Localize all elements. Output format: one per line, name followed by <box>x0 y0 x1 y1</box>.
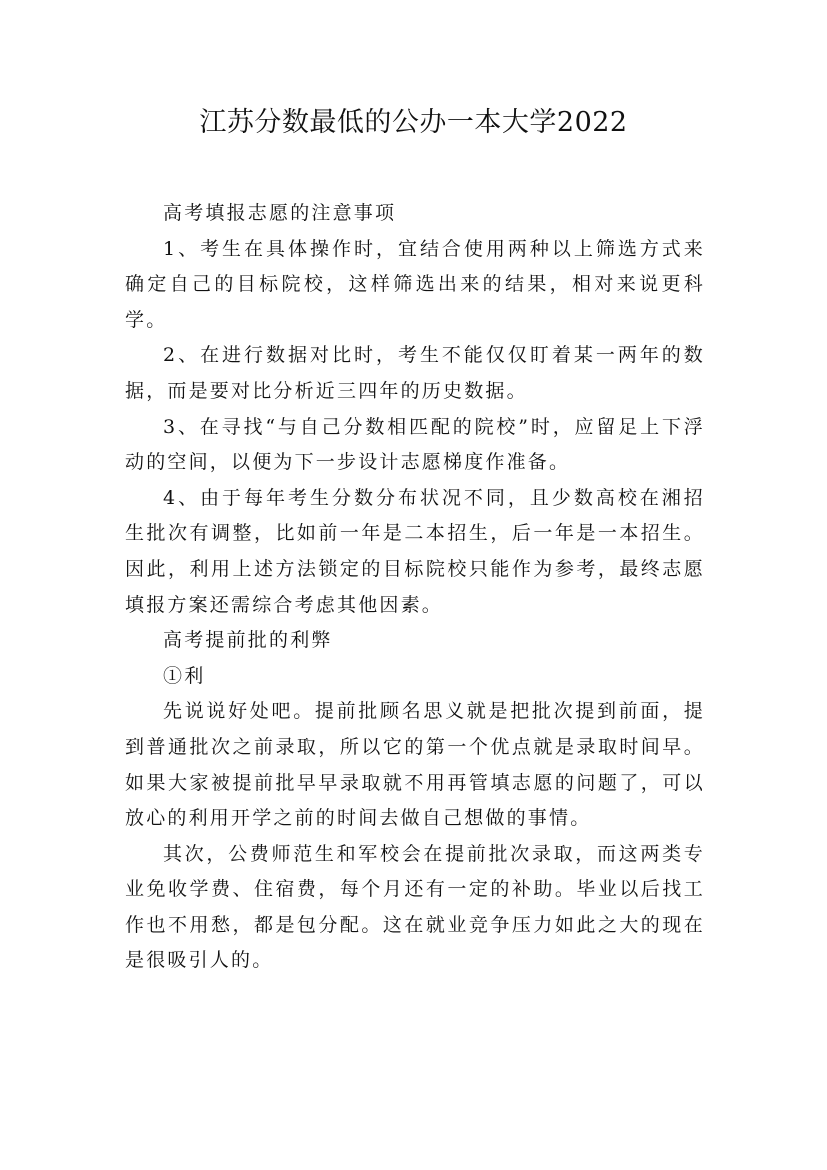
paragraph-note-1: 1、考生在具体操作时，宜结合使用两种以上筛选方式来确定自己的目标院校，这样筛选出来的结果，相对来说更科学。 <box>125 237 705 331</box>
paragraph-note-4: 4、由于每年考生分数分布状况不同，且少数高校在湘招生批次有调整，比如前一年是二本招生，后一年是一本招生。因此，利用上述方法锁定的目标院校只能作为参考，最终志愿填报方案还需综合考虑其他因素。 <box>125 486 705 616</box>
paragraph-note-2: 2、在进行数据对比时，考生不能仅仅盯着某一两年的数据，而是要对比分析近三四年的历史数据。 <box>125 344 705 402</box>
document-body <box>125 196 705 979</box>
subheading-advantages: ①利 <box>163 664 206 687</box>
paragraph-advantage-1: 先说说好处吧。提前批顾名思义就是把批次提到前面，提到普通批次之前录取，所以它的第一个优点就是录取时间早。如果大家被提前批早早录取就不用再管填志愿的问题了，可以放心的利用开学之前的时间去做自己想做的事情。 <box>125 700 705 830</box>
section-heading-notes: 高考填报志愿的注意事项 <box>163 202 397 224</box>
document-title: 江苏分数最低的公办一本大学2022 <box>199 107 628 138</box>
paragraph-note-3: 3、在寻找“与自己分数相匹配的院校”时，应留足上下浮动的空间，以便为下一步设计志愿梯度作准备。 <box>125 415 705 474</box>
paragraph-advantage-2: 其次，公费师范生和军校会在提前批次录取，而这两类专业免收学费、住宿费，每个月还有一定的补助。毕业以后找工作也不用愁，都是包分配。这在就业竞争压力如此之大的现在是很吸引人的。 <box>125 842 705 972</box>
section-heading-early-batch: 高考提前批的利弊 <box>163 629 333 652</box>
